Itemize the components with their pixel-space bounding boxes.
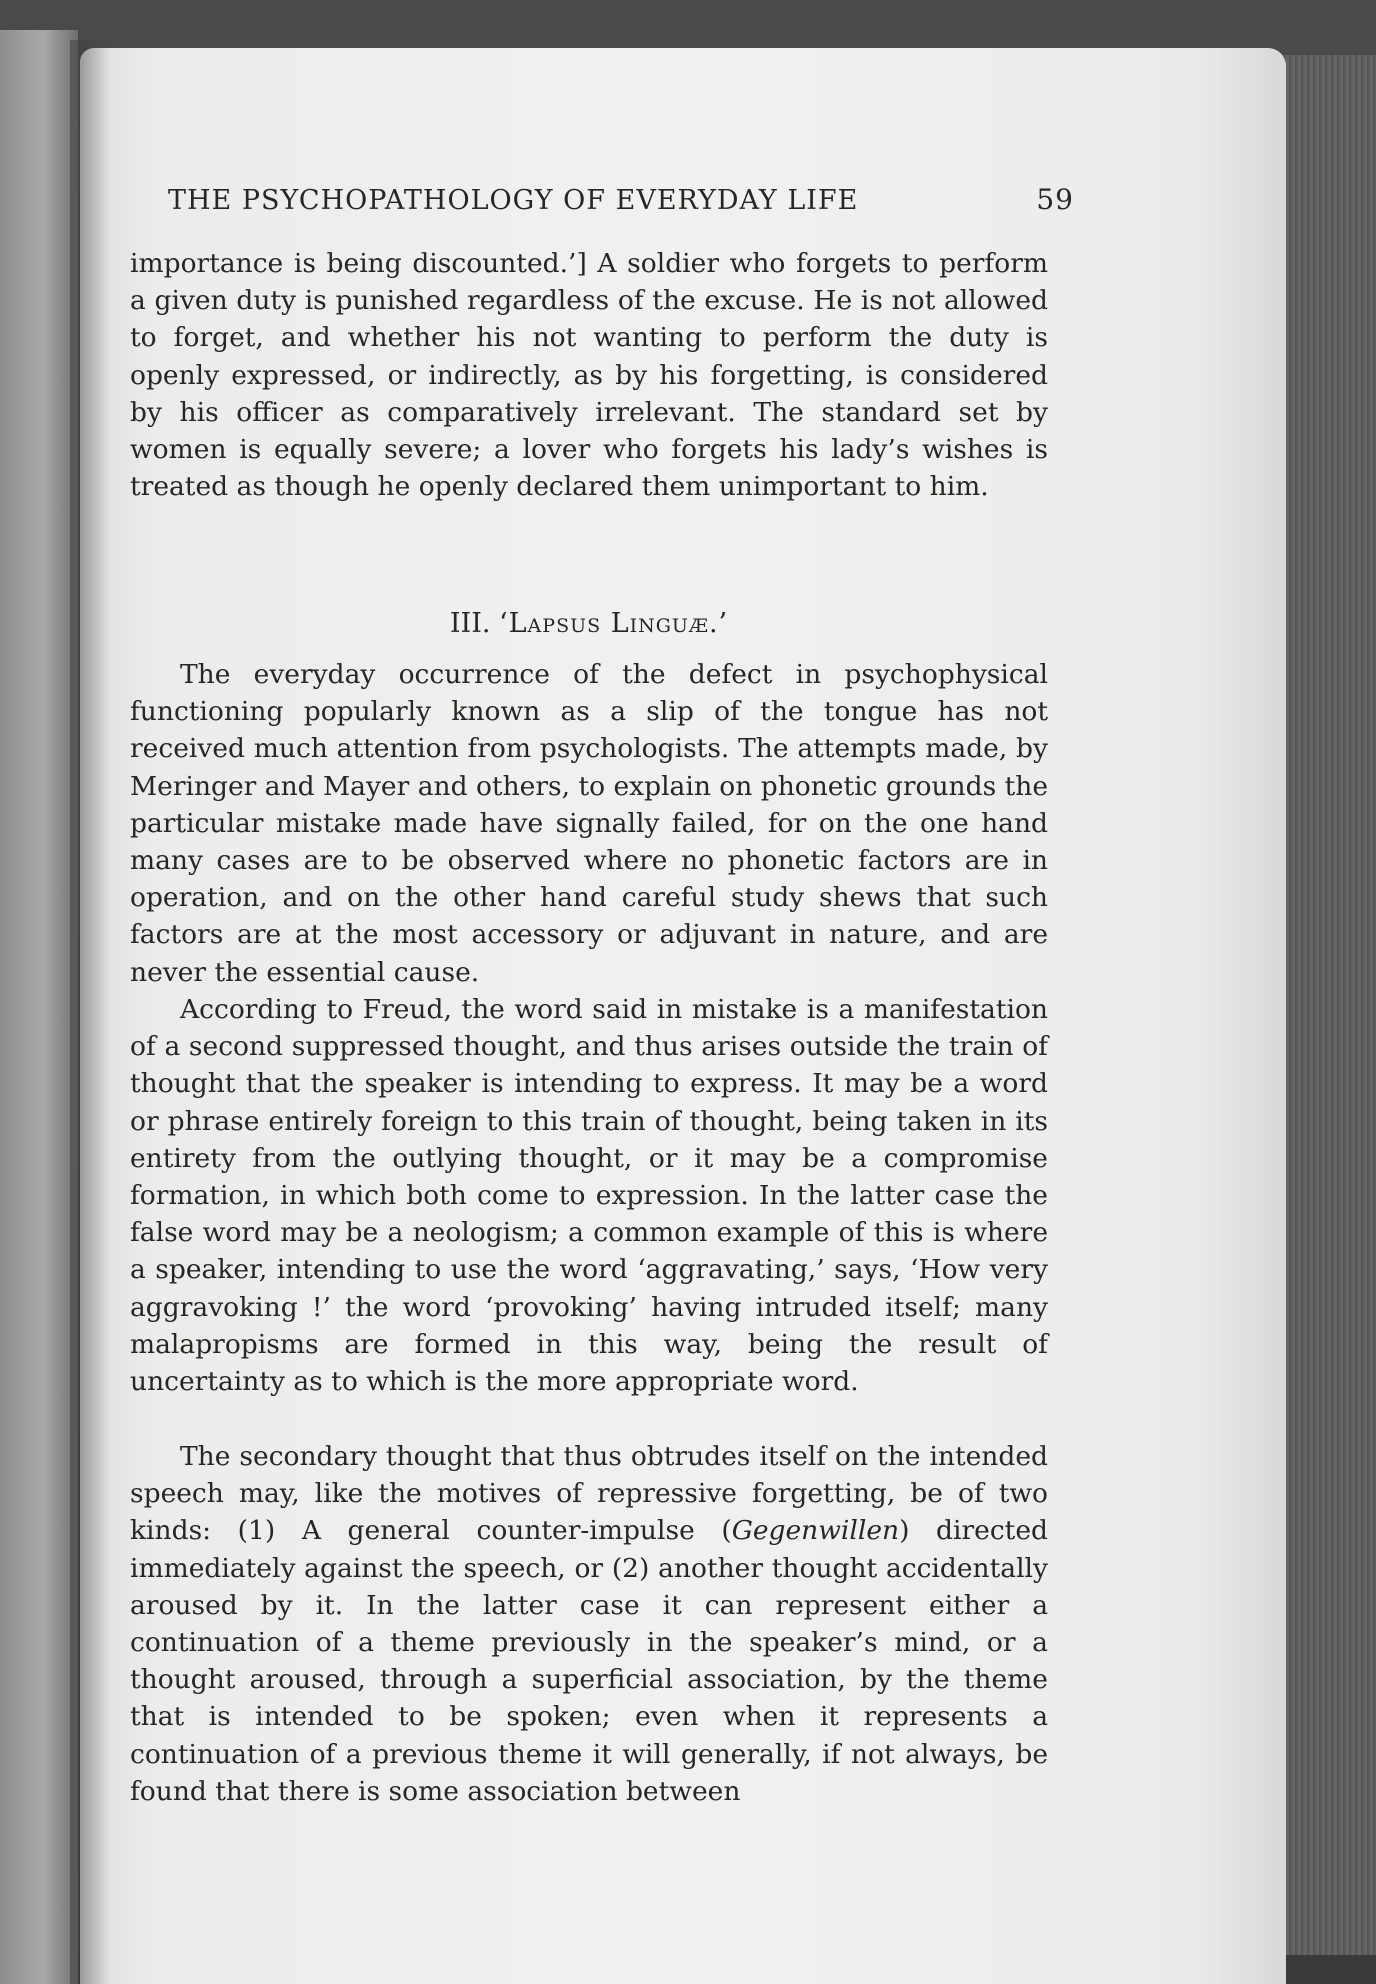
page-number: 59 — [1036, 183, 1074, 216]
section-numeral: III. — [449, 608, 491, 639]
paragraph-4-text-b: ) directed immediately against the speech, or (2) another thought accidentally aroused by it. In the latter case it can represent either a continuation of a theme previously in the speaker’s mind, or a thought aroused, through a superficial association, by the theme that is intended to be spoken; even when it represents a continuation of a previous theme it will generally, if not always, be found that there is some association between — [130, 1515, 1048, 1807]
running-header — [168, 183, 1074, 216]
section-title: ‘Lapsus Linguæ.’ — [499, 608, 729, 639]
paragraph-1: importance is being discounted.’] A soldier who forgets to perform a given duty is punished regardless of the excuse. He is not allowed to forget, and whether his not wanting to perform the duty is openly expressed, or indirectly, as by his forgetting, is considered by his officer as comparatively irrelevant. The standard set by women is equally severe; a lover who forgets his lady’s wishes is treated as though he openly declared them unimportant to him. — [130, 248, 1048, 503]
paragraph-4 — [130, 1438, 1048, 1810]
paragraph-4-italic-term: Gegenwillen — [731, 1515, 900, 1547]
running-title: THE PSYCHOPATHOLOGY OF EVERYDAY LIFE — [168, 185, 859, 216]
paragraph-3: According to Freud, the word said in mistake is a manifestation of a second suppressed thought, and thus arises outside the train of thought that the speaker is intending to express. It may be a word or phrase entirely foreign to this train of thought, being taken in its entirety from the outlying thought, or it may be a compromise formation, in which both come to expression. In the latter case the false word may be a neologism; a common example of this is where a speaker, intending to use the word ‘aggravating,’ says, ‘How very aggravoking !’ the word ‘provoking’ having intruded itself; many malapropisms are formed in this way, being the result of uncertainty as to which is the more appropriate word. — [130, 994, 1048, 1398]
paragraph-2: The everyday occurrence of the defect in psychophysical functioning popularly known as a slip of the tongue has not received much attention from psychologists. The attempts made, by Meringer and Mayer and others, to explain on phonetic grounds the particular mistake made have signally failed, for on the one hand many cases are to be observed where no phonetic factors are in operation, and on the other hand careful study shews that such factors are at the most accessory or adjuvant in nature, and are never the essential cause. — [130, 659, 1048, 988]
section-heading — [130, 608, 1048, 639]
paragraph-4-text-a: The secondary thought that thus obtrudes itself on the intended speech may, like the motives of repressive forgetting, be of two kinds: (1) A general counter-impulse ( — [130, 1441, 1048, 1547]
